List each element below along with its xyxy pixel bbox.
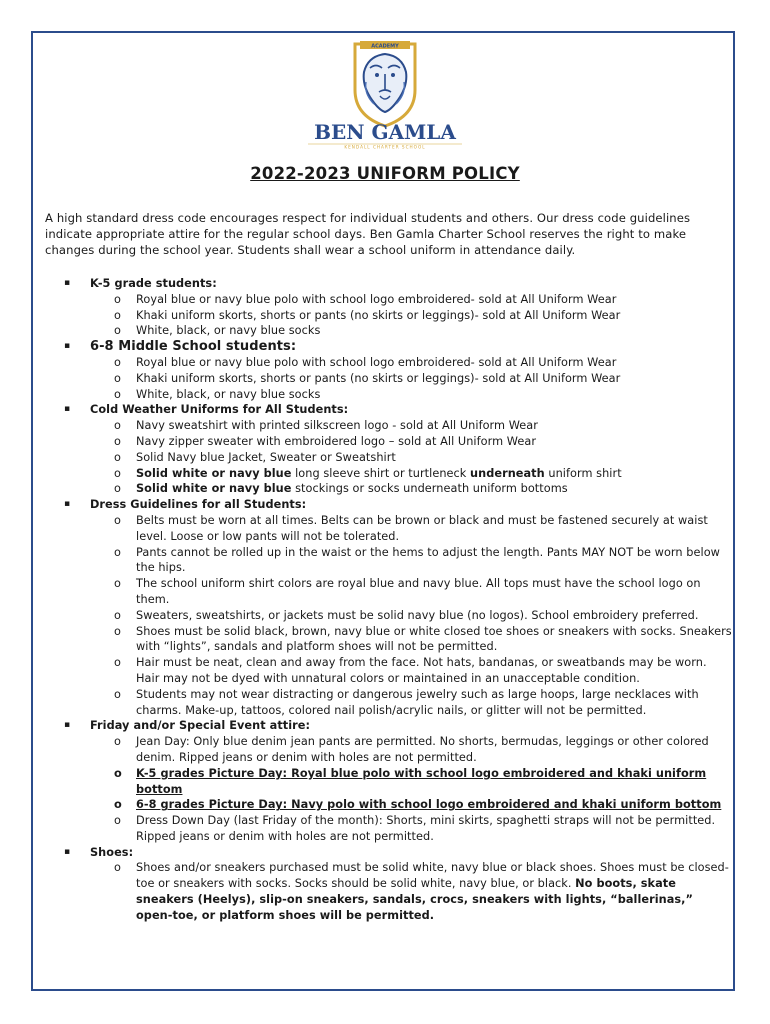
list-item: o Solid Navy blue Jacket, Sweater or Sweatshirt [136, 450, 732, 466]
item-text: long sleeve shirt or turtleneck [291, 466, 471, 480]
list-item: o K-5 grades Picture Day: Royal blue polo with school logo embroidered and khaki uniform bottom [136, 766, 732, 798]
section-special-event-attire [62, 718, 732, 844]
bold-text: Solid white or navy blue [136, 482, 292, 496]
page-title: 2022-2023 UNIFORM POLICY [250, 164, 520, 183]
list-item: o Navy zipper sweater with embroidered logo – sold at All Uniform Wear [136, 434, 732, 450]
list-item: o Royal blue or navy blue polo with school logo embroidered- sold at All Uniform Wear [136, 292, 732, 308]
list-item: o Sweaters, sweatshirts, or jackets must be solid navy blue (no logos). School embroidery preferred. [136, 608, 732, 624]
section-dress-guidelines [62, 497, 732, 718]
policy-sections [62, 276, 732, 924]
bold-text: No boots, skate sneakers (Heelys), slip-on sneakers, sandals, crocs, sneakers with lights, “ballerinas,” open-toe, or platform shoes will be permitted. [136, 877, 694, 922]
list-item: o Khaki uniform skorts, shorts or pants (no skirts or leggings)- sold at All Uniform Wear [136, 371, 732, 387]
section-heading: ▪ K-5 grade students: [90, 277, 217, 290]
list-item: o Dress Down Day (last Friday of the month): Shorts, mini skirts, spaghetti straps will not be permitted. Ripped jeans or denim with holes are not permitted. [136, 813, 732, 845]
list-item: o Khaki uniform skorts, shorts or pants (no skirts or leggings)- sold at All Uniform Wear [136, 308, 732, 324]
list-item: o The school uniform shirt colors are royal blue and navy blue. All tops must have the school logo on them. [136, 576, 732, 608]
list-item: o White, black, or navy blue socks [136, 387, 732, 403]
section-heading: ▪ Dress Guidelines for all Students: [90, 498, 307, 512]
section-heading: ▪ Friday and/or Special Event attire: [90, 719, 311, 733]
list-item: o Shoes must be solid black, brown, navy blue or white closed toe shoes or sneakers with socks. Sneakers with “lights”, sandals and platform shoes will not be permitted. [136, 624, 732, 656]
list-item: o Hair must be neat, clean and away from the face. Not hats, bandanas, or sweatbands may be worn. Hair may not be dyed with unnatural colors or maintained in an unacceptable condition. [136, 655, 732, 687]
section-items [90, 292, 732, 339]
section-items [90, 355, 732, 402]
list-item: o Belts must be worn at all times. Belts can be brown or black and must be fastened securely at waist level. Loose or low pants will not be tolerated. [136, 513, 732, 545]
list-item [136, 481, 732, 497]
section-items [90, 513, 732, 718]
section-items [90, 418, 732, 497]
section-shoes [62, 845, 732, 924]
section-cold-weather-uniforms [62, 402, 732, 497]
list-item: o Jean Day: Only blue denim jean pants are permitted. No shorts, bermudas, leggings or other colored denim. Ripped jeans or denim with holes are not permitted. [136, 734, 732, 766]
list-item: o White, black, or navy blue socks [136, 323, 732, 339]
list-item: o Navy sweatshirt with printed silkscreen logo - sold at All Uniform Wear [136, 418, 732, 434]
section-items [90, 860, 732, 923]
section-heading: ▪ Cold Weather Uniforms for All Students: [90, 403, 349, 417]
section-heading: ▪ 6-8 Middle School students: [90, 339, 297, 355]
list-item: o Pants cannot be rolled up in the waist or the hems to adjust the length. Pants MAY NOT be worn below the hips. [136, 545, 732, 577]
item-text: stockings or socks underneath uniform bottoms [291, 482, 568, 496]
lion-crest-icon [300, 38, 470, 150]
bold-text: Solid white or navy blue [136, 466, 292, 480]
section-k5-grade-students [62, 276, 732, 339]
svg-text:KENDALL CHARTER SCHOOL: KENDALL CHARTER SCHOOL [344, 144, 426, 150]
section-middle-school-students [62, 339, 732, 402]
intro-paragraph: A high standard dress code encourages respect for individual students and others. Our dress code guidelines indicate appropriate attire for the regular school days. Ben Gamla Charter School reserves the right to make changes during the school year. Students shall wear a school uniform in attendance daily. [45, 211, 691, 258]
list-item [136, 860, 732, 923]
svg-text:BEN GAMLA: BEN GAMLA [314, 120, 456, 144]
item-text: Shoes and/or sneakers purchased must be solid white, navy blue or black shoes. Shoes must be closed-toe or sneakers with socks. Socks should be solid white, navy blue, or black. [136, 861, 729, 891]
item-text: uniform shirt [544, 466, 622, 480]
list-item [136, 466, 732, 482]
list-item: o 6-8 grades Picture Day: Navy polo with school logo embroidered and khaki uniform bottom [136, 797, 732, 813]
section-items [90, 734, 732, 845]
list-item: o Royal blue or navy blue polo with school logo embroidered- sold at All Uniform Wear [136, 355, 732, 371]
bold-text: underneath [470, 466, 545, 480]
svg-text:ACADEMY: ACADEMY [371, 43, 399, 50]
list-item: o Students may not wear distracting or dangerous jewelry such as large hoops, large necklaces with charms. Make-up, tattoos, colored nail polish/acrylic nails, or glitter will not be permitted. [136, 687, 732, 719]
school-logo [300, 38, 470, 150]
section-heading: ▪ Shoes: [90, 845, 134, 859]
